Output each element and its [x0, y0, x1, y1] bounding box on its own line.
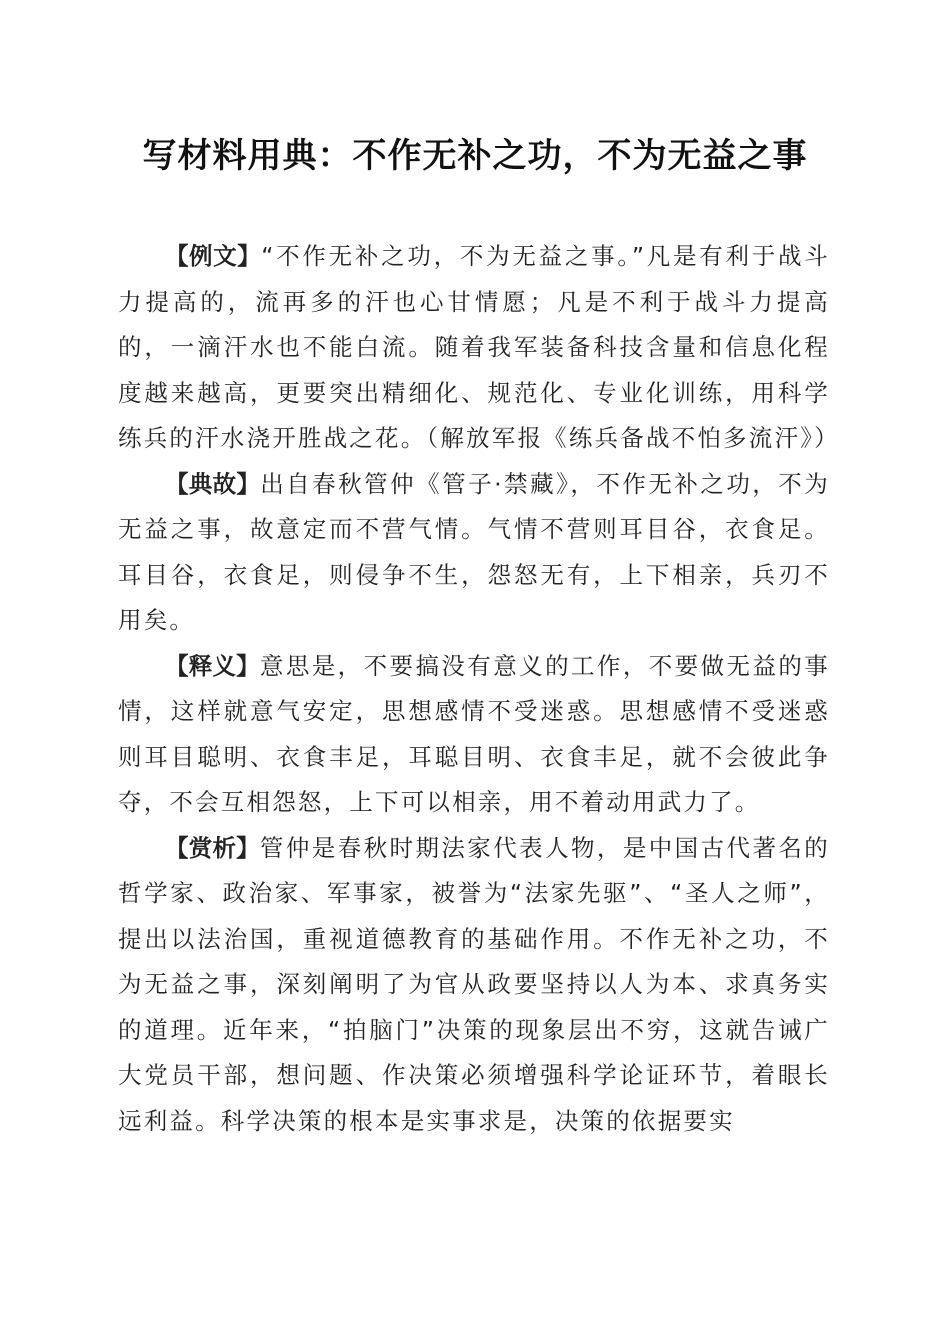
paragraph-meaning — [118, 644, 830, 826]
section-tag: 【释义】 — [165, 651, 260, 680]
paragraph-text: 意思是，不要搞没有意义的工作，不要做无益的事情，这样就意气安定，思想感情不受迷惑。思想感情不受迷惑则耳目聪明、衣食丰足，耳聪目明、衣食丰足，就不会彼此争夺，不会互相怨怒，上下可以相亲，用不着动用武力了。 — [118, 651, 831, 816]
paragraph-allusion — [118, 462, 830, 644]
paragraph-text: 出自春秋管仲《管子·禁藏》，不作无补之功，不为无益之事，故意定而不营气情。气情不营则耳目谷，衣食足。耳目谷，衣食足，则侵争不生，怨怒无有，上下相亲，兵刃不用矣。 — [118, 469, 830, 634]
section-tag: 【例文】 — [165, 242, 262, 270]
document-title: 写材料用典：不作无补之功，不为无益之事 — [142, 136, 808, 176]
document-body — [118, 234, 840, 1144]
section-tag: 【赏析】 — [165, 833, 260, 862]
paragraph-example — [118, 234, 840, 462]
section-tag: 【典故】 — [165, 469, 261, 498]
paragraph-text: 管仲是春秋时期法家代表人物，是中国古代著名的哲学家、政治家、军事家，被誉为“法家先驱”、“圣人之师”，提出以法治国，重视道德教育的基础作用。不作无补之功，不为无益之事，深刻阐明了为官从政要坚持以人为本、求真务实的道理。近年来，“拍脑门”决策的现象层出不穷，这就告诫广大党员干部，想问题、作决策必须增强科学论证环节，着眼长远利益。科学决策的根本是实事求是，决策的依据要实 — [118, 833, 831, 1135]
paragraph-analysis — [118, 826, 830, 1145]
paragraph-text: “不作无补之功，不为无益之事。”凡是有利于战斗力提高的，流再多的汗也心甘情愿；凡是不利于战斗力提高的，一滴汗水也不能白流。随着我军装备科技含量和信息化程度越来越高，更要突出精细化、规范化、专业化训练，用科学练兵的汗水浇开胜战之花。（解放军报《练兵备战不怕多流汗》） — [118, 242, 840, 452]
